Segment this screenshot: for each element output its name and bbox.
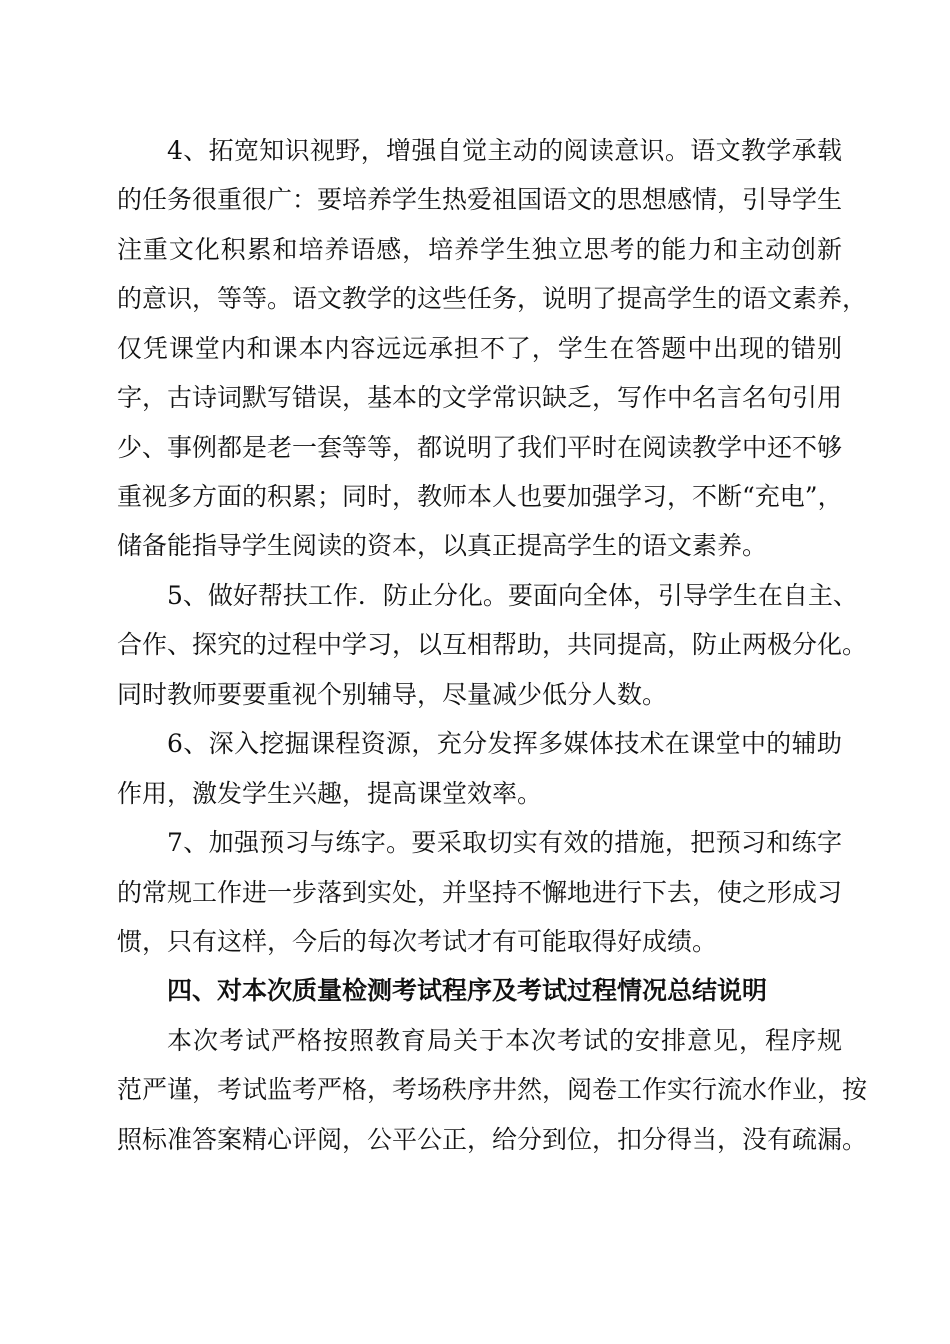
paragraph-4-line-8: 重视多方面的积累；同时，教师本人也要加强学习，不断“充电”，	[117, 482, 843, 511]
paragraph-4-line-4: 的意识，等等。语文教学的这些任务，说明了提高学生的语文素养，	[117, 284, 868, 313]
section-heading: 四、对本次质量检测考试程序及考试过程情况总结说明	[167, 976, 768, 1005]
paragraph-4-line-2: 的任务很重很广：要培养学生热爱祖国语文的思想感情，引导学生	[117, 185, 843, 214]
paragraph-4-line-3: 注重文化积累和培养语感，培养学生独立思考的能力和主动创新	[117, 235, 842, 264]
paragraph-4-line-1: 4、拓宽知识视野，增强自觉主动的阅读意识。语文教学承载	[167, 136, 842, 165]
section-paragraph-line-1: 本次考试严格按照教育局关于本次考试的安排意见，程序规	[167, 1026, 842, 1055]
paragraph-6-line-1: 6、深入挖掘课程资源，充分发挥多媒体技术在课堂中的辅助	[167, 729, 842, 758]
paragraph-4-line-7: 少、事例都是老一套等等，都说明了我们平时在阅读教学中还不够	[117, 433, 843, 462]
paragraph-5-line-3: 同时教师要要重视个别辅导，尽量减少低分人数。	[117, 680, 668, 709]
paragraph-7-line-2: 的常规工作进一步落到实处，并坚持不懈地进行下去，使之形成习	[117, 878, 843, 907]
section-paragraph-line-2: 范严谨，考试监考严格，考场秩序井然，阅卷工作实行流水作业，按	[117, 1075, 868, 1104]
paragraph-6-line-2: 作用，激发学生兴趣，提高课堂效率。	[117, 779, 543, 808]
paragraph-4-line-6: 字，古诗词默写错误，基本的文学常识缺乏，写作中名言名句引用	[117, 383, 843, 412]
paragraph-4-line-9: 储备能指导学生阅读的资本，以真正提高学生的语文素养。	[117, 531, 768, 560]
paragraph-5-line-2: 合作、探究的过程中学习，以互相帮助，共同提高，防止两极分化。	[117, 630, 868, 659]
paragraph-5-line-1: 5、做好帮扶工作．防止分化。要面向全体，引导学生在自主、	[167, 581, 858, 610]
section-paragraph-line-3: 照标准答案精心评阅，公平公正，给分到位，扣分得当，没有疏漏。	[117, 1125, 868, 1154]
paragraph-7-line-1: 7、加强预习与练字。要采取切实有效的措施，把预习和练字	[167, 828, 842, 857]
paragraph-7-line-3: 惯，只有这样，今后的每次考试才有可能取得好成绩。	[117, 927, 718, 956]
paragraph-4-line-5: 仅凭课堂内和课本内容远远承担不了，学生在答题中出现的错别	[117, 334, 842, 363]
